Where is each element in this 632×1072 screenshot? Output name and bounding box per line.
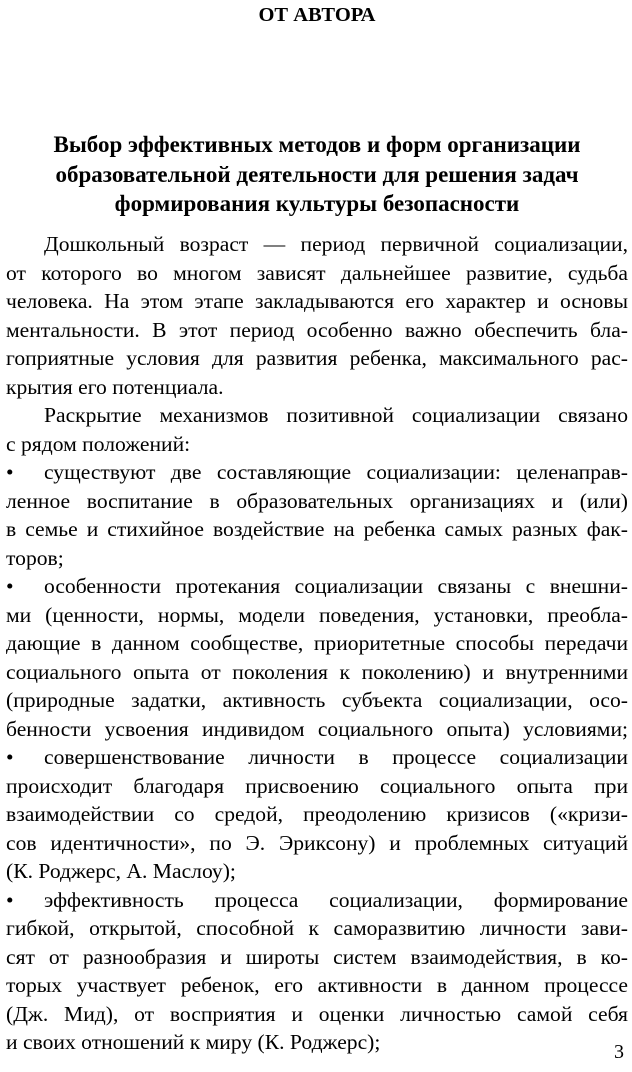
line-text: ленное воспитание в образовательных организациях и (или)	[6, 488, 628, 513]
line-text: (К. Роджерс, А. Маслоу);	[6, 859, 236, 883]
document-page	[6, 0, 628, 1072]
text-line	[6, 658, 628, 687]
text-line	[6, 800, 628, 829]
title-line-3: формирования культуры безопасности	[114, 191, 520, 216]
text-line	[6, 686, 628, 715]
text-line	[6, 829, 628, 858]
line-text: эффективность процесса социализации, формирование	[44, 887, 628, 912]
line-text: взаимодействии со средой, преодолению кризисов («кризи-	[6, 802, 628, 826]
line-text: существуют две составляющие социализации: целенаправ-	[44, 460, 628, 484]
text-line	[6, 601, 628, 630]
text-line	[6, 230, 628, 259]
text-line	[6, 544, 628, 573]
line-text: бенности усвоения индивидом социального опыта) условиями;	[6, 716, 628, 741]
body-text	[6, 230, 628, 1057]
text-line	[6, 373, 628, 402]
bullet-marker: •	[6, 745, 14, 769]
line-text: с рядом положений:	[6, 431, 191, 456]
text-line	[6, 743, 628, 772]
text-line	[6, 886, 628, 915]
title-line-1: Выбор эффективных методов и форм организации	[53, 132, 581, 157]
text-line	[6, 316, 628, 345]
section-header: ОТ АВТОРА	[258, 4, 376, 26]
line-text: в семье и стихийное воздействие на ребенка самых разных фак-	[6, 517, 628, 541]
text-line	[6, 857, 628, 886]
text-line	[6, 287, 628, 316]
line-text: человека. На этом этапе закладываются его характер и основы	[6, 289, 628, 313]
line-text: Дошкольный возраст — период первичной социализации,	[44, 232, 628, 256]
line-text: крытия его потенциала.	[6, 374, 224, 399]
bullet-marker: •	[6, 460, 14, 484]
bullet-marker: •	[6, 574, 14, 598]
text-line	[6, 629, 628, 658]
line-text: дающие в данном сообществе, приоритетные способы передачи	[6, 631, 628, 655]
page-number: 3	[614, 1041, 624, 1063]
line-text: Раскрытие механизмов позитивной социализации связано	[44, 403, 628, 427]
text-line	[6, 772, 628, 801]
text-line	[6, 715, 628, 744]
line-text: (Дж. Мид), от восприятия и оценки личностью самой себя	[6, 1001, 628, 1026]
text-line	[6, 515, 628, 544]
text-line	[6, 401, 628, 430]
text-line	[6, 914, 628, 943]
text-line	[6, 259, 628, 288]
line-text: ментальности. В этот период особенно важно обеспечить бла-	[6, 317, 628, 342]
text-line	[6, 1028, 628, 1057]
bullet-marker: •	[6, 887, 14, 912]
line-text: и своих отношений к миру (К. Роджерс);	[6, 1030, 381, 1054]
line-text: от которого во многом зависят дальнейшее развитие, судьба	[6, 260, 628, 285]
line-text: происходит благодаря присвоению социального опыта при	[6, 773, 628, 798]
text-line	[6, 943, 628, 972]
line-text: совершенствование личности в процессе социализации	[44, 745, 628, 769]
line-text: социального опыта от поколения к поколению) и внутренними	[6, 659, 628, 684]
line-text: торых участвует ребенок, его активности в данном процессе	[6, 973, 628, 997]
text-line	[6, 458, 628, 487]
text-line	[6, 344, 628, 373]
text-line	[6, 572, 628, 601]
text-line	[6, 971, 628, 1000]
line-text: сят от разнообразия и широты систем взаимодействия, в ко-	[6, 944, 628, 969]
text-line	[6, 487, 628, 516]
title-line-2: образовательной деятельности для решения задач	[55, 161, 579, 187]
text-line	[6, 430, 628, 459]
line-text: ми (ценности, нормы, модели поведения, установки, преобла-	[6, 602, 628, 627]
article-title	[6, 130, 628, 219]
line-text: особенности протекания социализации связаны с внешни-	[44, 574, 628, 598]
line-text: гибкой, открытой, способной к саморазвитию личности зави-	[6, 916, 628, 940]
text-line	[6, 1000, 628, 1029]
line-text: (природные задатки, активность субъекта социализации, осо-	[6, 688, 628, 712]
line-text: гоприятные условия для развития ребенка, максимального рас-	[6, 346, 628, 370]
line-text: торов;	[6, 545, 64, 570]
line-text: сов идентичности», по Э. Эриксону) и проблемных ситуаций	[6, 830, 628, 855]
